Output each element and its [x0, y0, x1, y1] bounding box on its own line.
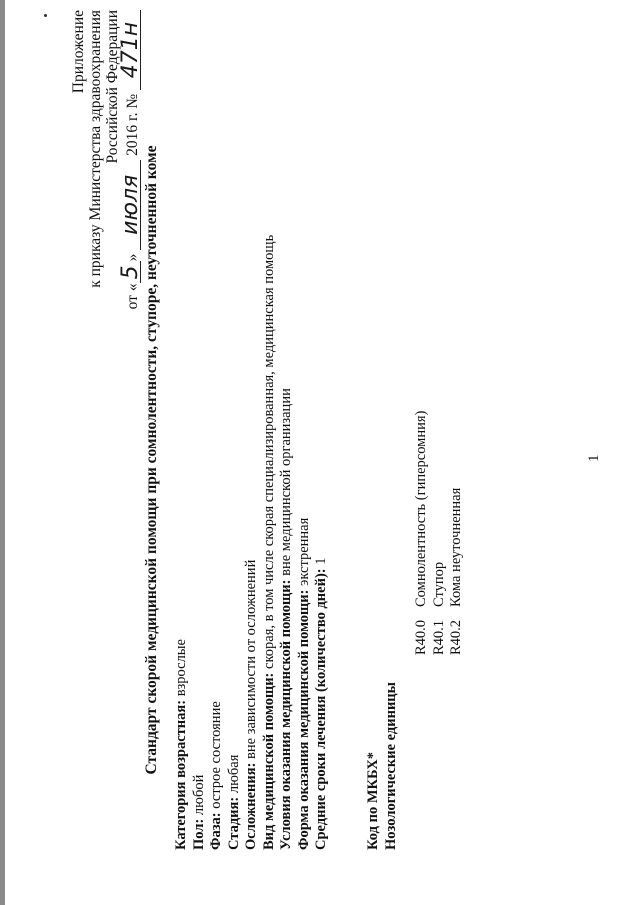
code-row: R40.2Кома неуточненная [448, 487, 464, 655]
code-row: R40.1Ступор [430, 561, 447, 655]
approval-year: 2016 г. № [124, 93, 141, 156]
param-age: Категория возрастная: взрослые [173, 639, 189, 850]
approval-from-mid: » [124, 253, 141, 262]
param-complications: Осложнения: вне зависимости от осложнений [243, 559, 259, 850]
param-duration: Средние сроки лечения (количество дней): 1 [313, 557, 329, 850]
approval-from-prefix: от « [124, 283, 141, 310]
nosology-label: Нозологические единицы [382, 682, 399, 850]
param-care-form: Форма оказания медицинской помощи: экстренная [295, 517, 312, 850]
page-number-block [586, 455, 603, 463]
document-title: Стандарт скорой медицинской помощи при сомнолентности, ступоре, неуточненной коме [143, 145, 160, 775]
approval-number: 471н [122, 10, 141, 90]
approval-date-line [118, 10, 143, 630]
approval-line-1: Приложение [70, 10, 87, 94]
param-care-type: Вид медицинской помощи: скорая, в том числе скорая специализированная, медицинская помощь [260, 234, 277, 850]
approval-day: 5 [122, 261, 141, 283]
approval-line-3: Российской Федерации [104, 10, 121, 164]
approval-line-2: к приказу Министерства здравоохранения [87, 10, 104, 288]
code-row: R40.0Сомнолентность (гиперсомния) [413, 410, 429, 655]
param-phase: Фаза: острое состояние [208, 701, 224, 850]
param-stage: Стадия: любая [225, 754, 242, 850]
mkb-code-label: Код по МКБХ* [365, 752, 381, 850]
scan-left-edge [0, 0, 5, 905]
approval-month: июля [122, 160, 141, 250]
scan-speck [44, 14, 47, 17]
page-number: 1 [586, 454, 602, 462]
param-care-conditions: Условия оказания медицинской помощи: вне медицинской организации [278, 388, 294, 850]
param-sex: Пол: любой [190, 774, 207, 850]
